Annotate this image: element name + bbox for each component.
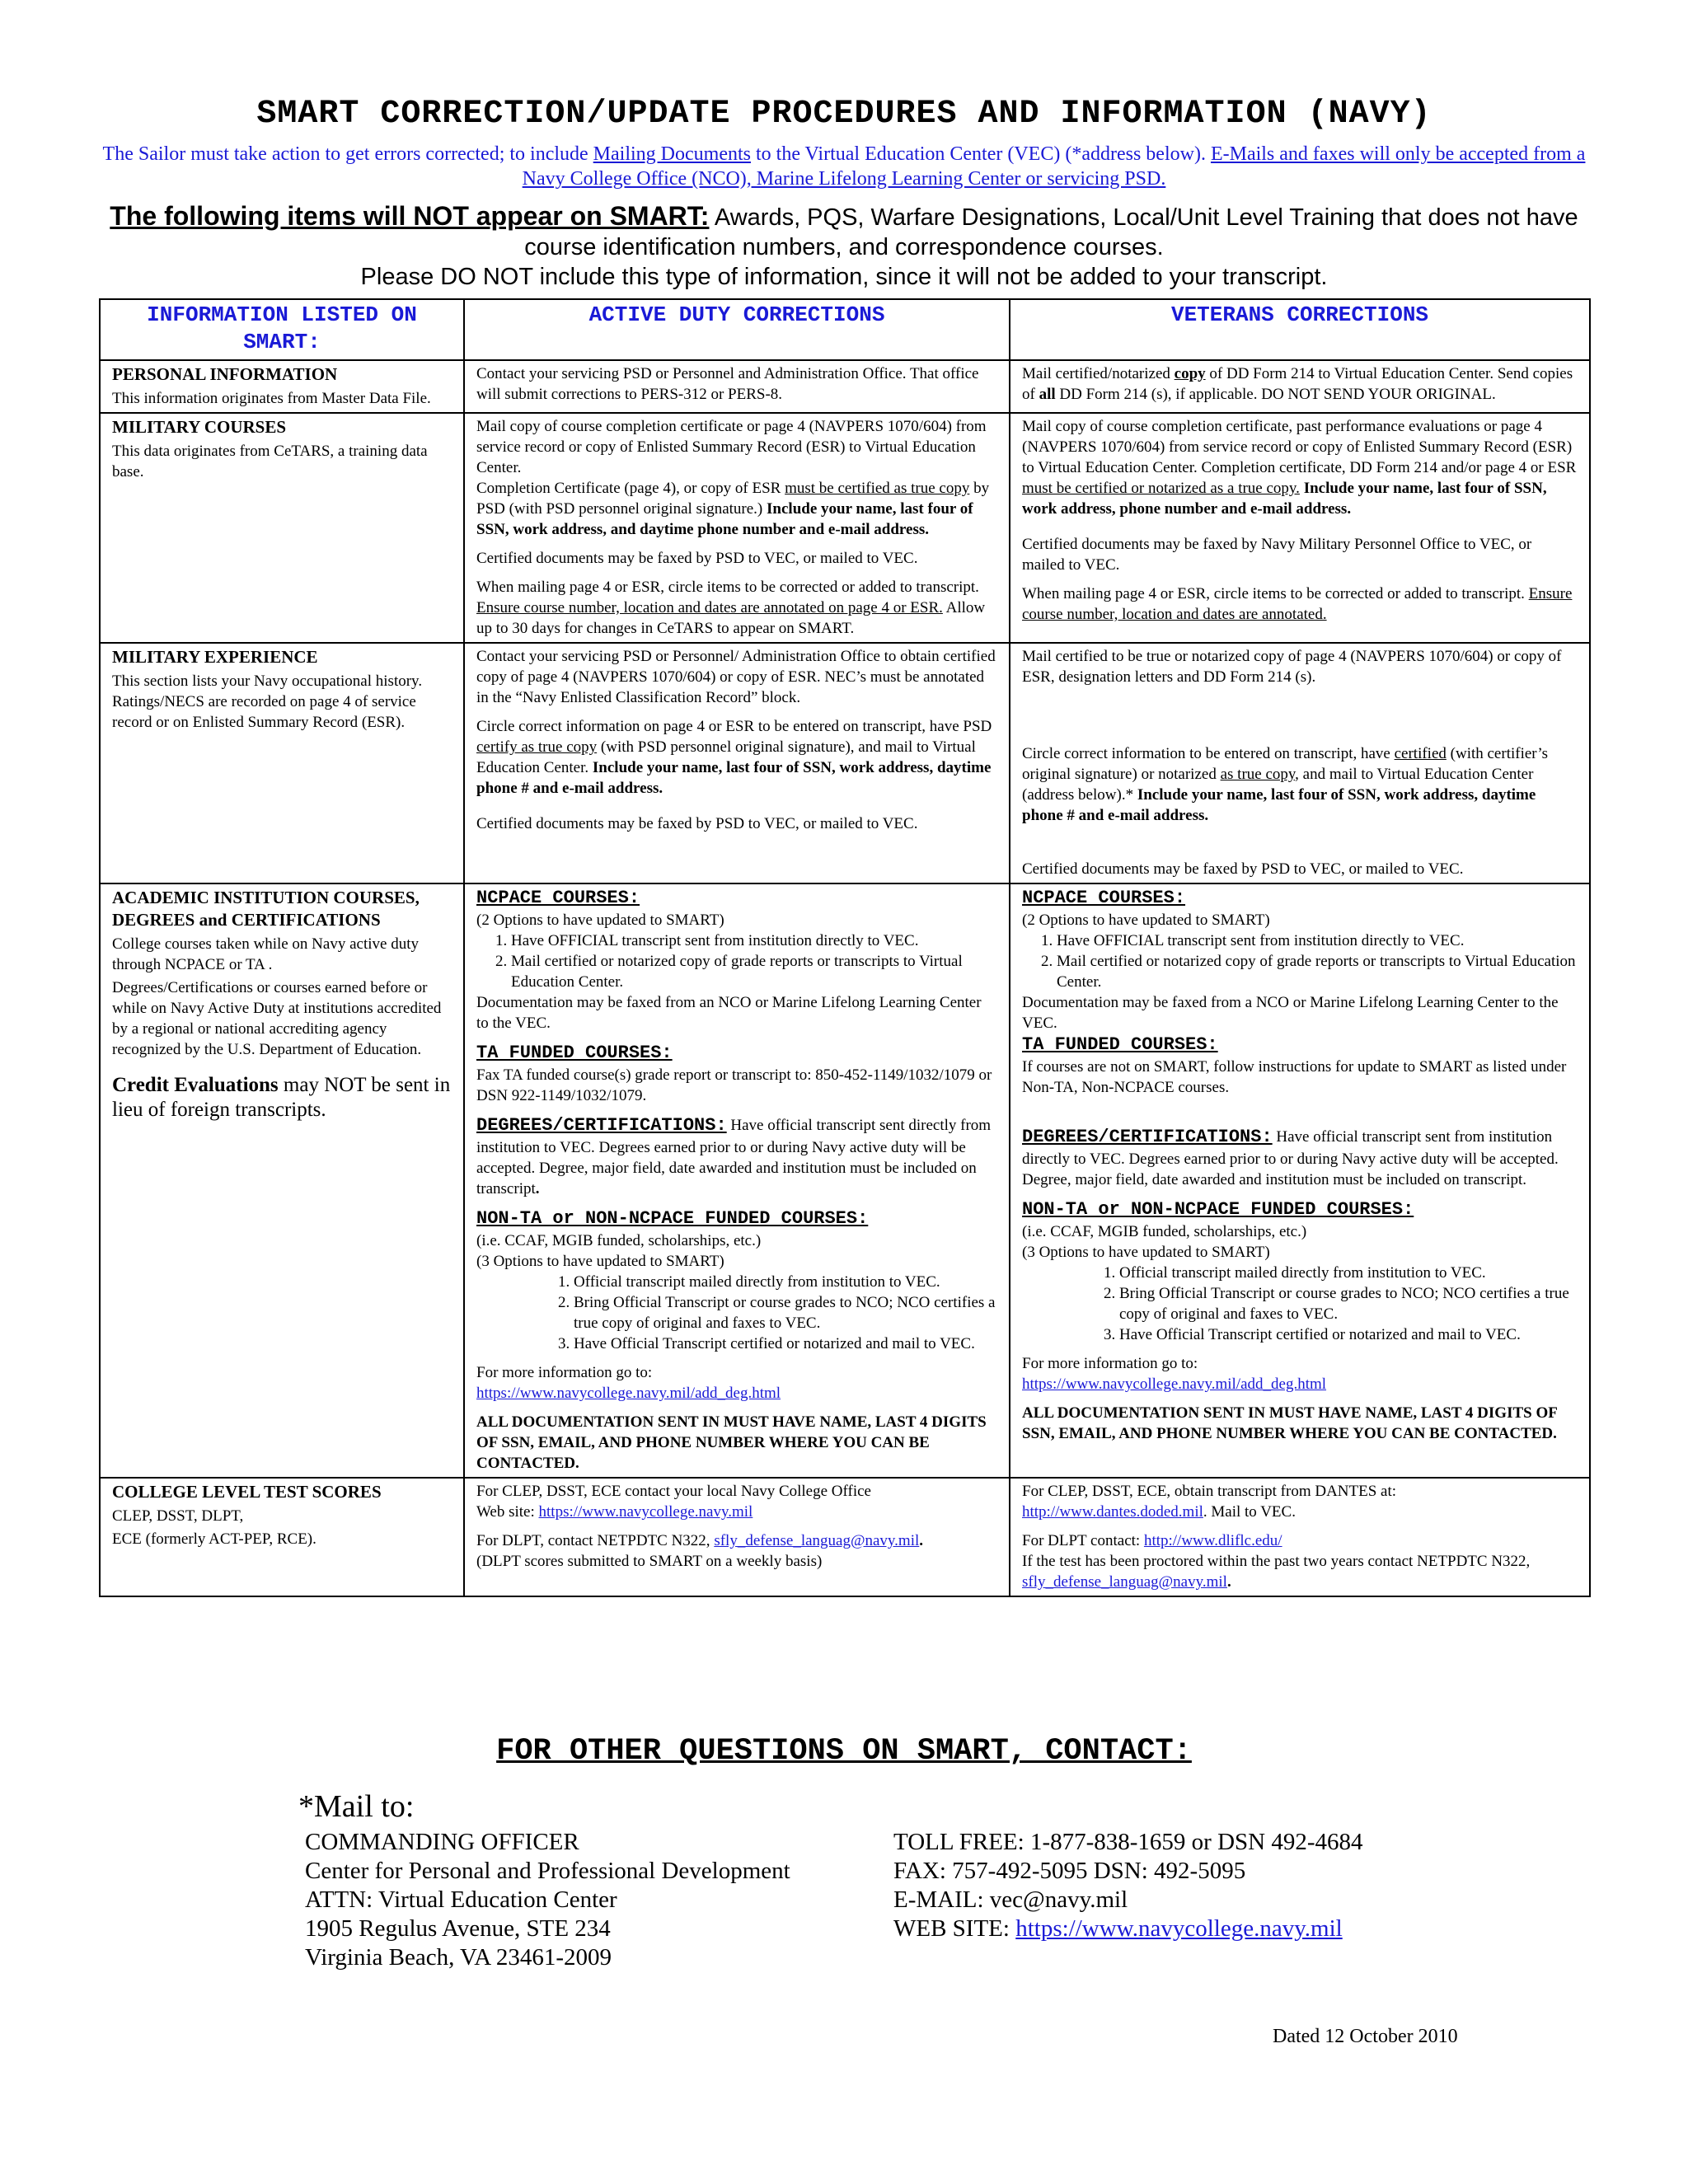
text: by PSD (with PSD personnel original signature.) xyxy=(476,480,990,518)
list-item: 1. Have OFFICIAL transcript sent from institution directly to VEC. xyxy=(511,930,997,951)
text: (i.e. CCAF, MGIB funded, scholarships, etc.) xyxy=(1022,1223,1307,1240)
ncpace-heading: NCPACE COURSES: xyxy=(1022,888,1186,908)
dlpt-email-link[interactable]: sfly_defense_languag@navy.mil xyxy=(714,1532,920,1549)
text: For more information go to: xyxy=(476,1364,653,1381)
text: Web site: xyxy=(476,1503,539,1521)
text: DD Form 214 (s), if applicable. DO NOT SEND YOUR ORIGINAL. xyxy=(1055,386,1496,403)
text: certify as true copy xyxy=(476,738,598,756)
row-description: College courses taken while on Navy active duty through NCPACE or TA . xyxy=(112,935,419,973)
list-item: 2. Mail certified or notarized copy of grade reports or transcripts to Virtual Education Center. xyxy=(511,951,997,992)
text: of DD Form 214 to Virtual Education Center. Send copies of xyxy=(1022,365,1573,403)
text: Include your name, last four of SSN, work address, daytime phone # and e-mail address. xyxy=(1022,786,1536,824)
military-courses-cell xyxy=(100,413,464,643)
text: copy xyxy=(1174,365,1206,382)
row-description: This information originates from Master Data File. xyxy=(112,390,431,407)
header-information: INFORMATION LISTED ON SMART: xyxy=(100,299,464,360)
military-experience-cell xyxy=(100,643,464,883)
ta-heading: TA FUNDED COURSES: xyxy=(1022,1034,1218,1055)
add-degree-link[interactable]: https://www.navycollege.navy.mil/add_deg.html xyxy=(476,1385,781,1402)
text: Credit Evaluations xyxy=(112,1074,279,1096)
address-line: ATTN: Virtual Education Center xyxy=(305,1886,617,1913)
paragraph xyxy=(1022,1126,1578,1190)
navy-college-link[interactable]: https://www.navycollege.navy.mil xyxy=(538,1503,753,1521)
text: (3 Options to have updated to SMART) xyxy=(1022,1244,1270,1261)
text: For more information go to: xyxy=(1022,1355,1198,1372)
paragraph xyxy=(476,1114,997,1199)
military-experience-active-cell xyxy=(464,643,1010,883)
text: Completion Certificate (page 4), or copy of ESR xyxy=(476,480,785,497)
degrees-heading: DEGREES/CERTIFICATIONS: xyxy=(476,1115,727,1136)
paragraph xyxy=(476,1530,997,1551)
row-heading: COLLEGE LEVEL TEST SCORES xyxy=(112,1482,382,1502)
row-description: CLEP, DSST, DLPT, xyxy=(112,1507,244,1525)
non-ta-heading: NON-TA or NON-NCPACE FUNDED COURSES: xyxy=(1022,1199,1414,1220)
list-item: 2. Mail certified or notarized copy of grade reports or transcripts to Virtual Education Center. xyxy=(1057,951,1578,992)
mailing-address xyxy=(305,1828,790,1972)
text: (DLPT scores submitted to SMART on a weekly basis) xyxy=(476,1553,823,1570)
text: (3 Options to have updated to SMART) xyxy=(476,1253,724,1270)
text: Circle correct information to be entered on transcript, have xyxy=(1022,745,1395,762)
intro-part1: The Sailor must take action to get errors corrected; to include xyxy=(102,143,593,165)
paragraph: Certified documents may be faxed by Navy Military Personnel Office to VEC, or mailed to VEC. xyxy=(1022,536,1532,574)
list-item: 2. Bring Official Transcript or course grades to NCO; NCO certifies a true copy of original and faxes to VEC. xyxy=(574,1292,997,1333)
row-academic xyxy=(100,883,1590,1478)
text: Mail copy of course completion certificate, past performance evaluations or page 4 (NAVPERS 1070/604) from service record or copy of Enlisted Summary Record (ESR) to Virtual Education Center. Completion certificate, DD Form 214 and/or page 4 or ESR xyxy=(1022,418,1577,476)
text: If courses are not on SMART, follow instructions for update to SMART as listed under Non-TA, Non-NCPACE courses. xyxy=(1022,1058,1567,1096)
text: Documentation may be faxed from a NCO or Marine Lifelong Learning Center to the VEC. xyxy=(1022,994,1559,1032)
text: When mailing page 4 or ESR, circle items to be corrected or added to transcript. xyxy=(476,579,979,596)
text: Include your name, last four of SSN, work address, phone number and e-mail address. xyxy=(1022,480,1547,518)
row-military-experience xyxy=(100,643,1590,883)
paragraph xyxy=(476,577,997,639)
text: Circle correct information on page 4 or ESR to be entered on transcript, have PSD xyxy=(476,718,992,735)
address-line: COMMANDING OFFICER xyxy=(305,1829,579,1855)
contact-numbers xyxy=(893,1828,1363,1943)
academic-cell xyxy=(100,883,464,1478)
toll-free: TOLL FREE: 1-877-838-1659 or DSN 492-4684 xyxy=(893,1829,1363,1855)
text: (with certifier’s original signature) or notarized xyxy=(1022,745,1548,783)
row-heading: ACADEMIC INSTITUTION COURSES, DEGREES and CERTIFICATIONS xyxy=(112,888,420,930)
documentation-notice: ALL DOCUMENTATION SENT IN MUST HAVE NAME, LAST 4 DIGITS OF SSN, EMAIL, AND PHONE NUMBER WHERE YOU CAN BE CONTACTED. xyxy=(476,1413,987,1472)
text: , and mail to Virtual Education Center (address below).* xyxy=(1022,766,1534,804)
list-item: 3. Have Official Transcript certified or notarized and mail to VEC. xyxy=(574,1333,997,1354)
table-header-row xyxy=(100,299,1590,360)
text: . Mail to VEC. xyxy=(1203,1503,1296,1521)
row-description: This data originates from CeTARS, a training data base. xyxy=(112,443,428,480)
text: Allow up to 30 days for changes in CeTARS to appear on SMART. xyxy=(476,599,986,637)
personal-veterans-cell xyxy=(1010,360,1590,413)
text: as true copy xyxy=(1220,766,1296,783)
text: Have official transcript sent directly from institution to VEC. Degrees earned prior to or during Navy active duty will be accepted. Degree, major field, date awarded and institution must be included on transcript xyxy=(476,1117,992,1197)
fax: FAX: 757-492-5095 DSN: 492-5095 xyxy=(893,1858,1246,1884)
mailing-documents-link[interactable]: Mailing Documents xyxy=(593,143,751,165)
text: must be certified or notarized as a true copy. xyxy=(1022,480,1300,497)
text: certified xyxy=(1394,745,1447,762)
corrections-table xyxy=(99,298,1591,1597)
military-courses-active-cell xyxy=(464,413,1010,643)
row-heading: MILITARY EXPERIENCE xyxy=(112,647,318,667)
text: . xyxy=(919,1532,924,1549)
ncpace-list xyxy=(1022,930,1578,992)
row-heading: MILITARY COURSES xyxy=(112,417,287,437)
text: For DLPT contact: xyxy=(1022,1532,1144,1549)
non-ta-list xyxy=(1022,1263,1578,1345)
test-scores-veterans-cell xyxy=(1010,1478,1590,1596)
paragraph: Contact your servicing PSD or Personnel/ Administration Office to obtain certified copy of page 4 (NAVPERS 1070/604) or copy of ESR. NEC’s must be annotated in the “Navy Enlisted Classification Record” block. xyxy=(476,648,996,706)
list-item: 1. Official transcript mailed directly from institution to VEC. xyxy=(574,1272,997,1292)
row-description: ECE (formerly ACT-PEP, RCE). xyxy=(112,1530,316,1548)
paragraph xyxy=(1022,1502,1578,1522)
paragraph xyxy=(1022,416,1578,519)
notice-line2: Please DO NOT include this type of information, since it will not be added to your transcript. xyxy=(360,264,1328,290)
row-heading: PERSONAL INFORMATION xyxy=(112,364,338,384)
test-scores-active-cell xyxy=(464,1478,1010,1596)
military-experience-veterans-cell xyxy=(1010,643,1590,883)
mail-to-label: *Mail to: xyxy=(298,1789,415,1824)
not-on-smart-notice xyxy=(91,201,1597,292)
text: Include your name, last four of SSN, work address, daytime phone # and e-mail address. xyxy=(476,759,992,797)
email: E-MAIL: vec@navy.mil xyxy=(893,1886,1128,1913)
list-item: 1. Have OFFICIAL transcript sent from institution directly to VEC. xyxy=(1057,930,1578,951)
credit-evaluations-note xyxy=(112,1073,452,1122)
contact-heading: FOR OTHER QUESTIONS ON SMART, CONTACT: xyxy=(496,1734,1192,1769)
paragraph: Certified documents may be faxed by PSD to VEC, or mailed to VEC. xyxy=(1022,860,1464,878)
paragraph xyxy=(1022,743,1578,826)
notice-rest: Awards, PQS, Warfare Designations, Local/Unit Level Training that does not have course identification numbers, and correspondence courses. xyxy=(524,204,1578,260)
text: Ensure course number, location and dates are annotated on page 4 or ESR. xyxy=(476,599,943,616)
military-courses-veterans-cell xyxy=(1010,413,1590,643)
row-personal-information xyxy=(100,360,1590,413)
paragraph xyxy=(476,478,997,540)
address-line: Virginia Beach, VA 23461-2009 xyxy=(305,1944,612,1971)
test-scores-cell xyxy=(100,1478,464,1596)
address-line: Center for Personal and Professional Development xyxy=(305,1858,790,1884)
text: For CLEP, DSST, ECE, obtain transcript from DANTES at: xyxy=(1022,1483,1397,1500)
page-title: SMART CORRECTION/UPDATE PROCEDURES AND INFORMATION (NAVY) xyxy=(256,96,1432,133)
text: may NOT be sent in lieu of foreign transcripts. xyxy=(112,1074,451,1121)
list-item: 3. Have Official Transcript certified or notarized and mail to VEC. xyxy=(1119,1324,1578,1345)
text: Ensure course number, location and dates are annotated. xyxy=(1022,585,1573,623)
dliflc-link[interactable]: http://www.dliflc.edu/ xyxy=(1143,1532,1282,1549)
dantes-link[interactable]: http://www.dantes.doded.mil xyxy=(1022,1503,1203,1521)
text: WEB SITE: xyxy=(893,1915,1016,1942)
non-ta-heading: NON-TA or NON-NCPACE FUNDED COURSES: xyxy=(476,1208,869,1229)
text: (i.e. CCAF, MGIB funded, scholarships, etc.) xyxy=(476,1232,762,1249)
paragraph xyxy=(1022,583,1578,625)
dlpt-email-link[interactable]: sfly_defense_languag@navy.mil xyxy=(1022,1573,1227,1591)
degrees-heading: DEGREES/CERTIFICATIONS: xyxy=(1022,1127,1273,1147)
academic-veterans-cell xyxy=(1010,883,1590,1478)
website xyxy=(893,1915,1363,1943)
list-item: 1. Official transcript mailed directly from institution to VEC. xyxy=(1119,1263,1578,1283)
row-military-courses xyxy=(100,413,1590,643)
text: (with PSD personnel original signature), and mail to Virtual Education Center. xyxy=(476,738,976,776)
ta-heading: TA FUNDED COURSES: xyxy=(476,1043,673,1063)
text: (2 Options to have updated to SMART) xyxy=(476,912,724,929)
row-test-scores xyxy=(100,1478,1590,1596)
text: Include your name, last four of SSN, work address, and daytime phone number and e-mail address. xyxy=(476,500,973,538)
text: If the test has been proctored within the past two years contact NETPDTC N322, xyxy=(1022,1553,1531,1570)
paragraph: Certified documents may be faxed by PSD to VEC, or mailed to VEC. xyxy=(476,815,918,832)
ncpace-heading: NCPACE COURSES: xyxy=(476,888,640,908)
text: For DLPT, contact NETPDTC N322, xyxy=(476,1532,715,1549)
text: Mail certified/notarized xyxy=(1022,365,1175,382)
website-link[interactable]: https://www.navycollege.navy.mil xyxy=(1015,1915,1343,1942)
text: Have official transcript sent from institution directly to VEC. Degrees earned prior to or during Navy active duty will be accepted. Degree, major field, date awarded and institution must be included on transcript. xyxy=(1022,1128,1559,1188)
personal-active-text: Contact your servicing PSD or Personnel and Administration Office. That office will submit corrections to PERS-312 or PERS-8. xyxy=(476,365,979,403)
paragraph: Mail certified to be true or notarized copy of page 4 (NAVPERS 1070/604) or copy of ESR, designation letters and DD Form 214 (s). xyxy=(1022,648,1562,686)
notice-lead: The following items will NOT appear on SMART: xyxy=(110,201,710,231)
intro-text xyxy=(91,142,1597,191)
paragraph xyxy=(476,716,997,799)
text: . xyxy=(535,1180,540,1197)
date-stamp: Dated 12 October 2010 xyxy=(1273,2026,1458,2047)
text: Fax TA funded course(s) grade report or transcript to: 850-452-1149/1032/1079 or DSN 922-1149/1032/1079. xyxy=(476,1066,992,1104)
non-ta-list xyxy=(476,1272,997,1354)
email-fax-notice-link[interactable]: E-Mails and faxes will only be accepted from a Navy College Office (NCO), Marine Lifelong Learning Center or servicing PSD. xyxy=(522,143,1586,190)
text: all xyxy=(1039,386,1056,403)
header-veterans: VETERANS CORRECTIONS xyxy=(1010,299,1590,360)
academic-active-cell xyxy=(464,883,1010,1478)
paragraph xyxy=(476,1502,997,1522)
paragraph xyxy=(1022,1551,1578,1592)
text: (2 Options to have updated to SMART) xyxy=(1022,912,1270,929)
paragraph: Mail copy of course completion certificate or page 4 (NAVPERS 1070/604) from service record or copy of Enlisted Summary Record (ESR) to Virtual Education Center. xyxy=(476,418,987,476)
ncpace-list xyxy=(476,930,997,992)
text: Documentation may be faxed from an NCO or Marine Lifelong Learning Center to the VEC. xyxy=(476,994,982,1032)
personal-active-cell xyxy=(464,360,1010,413)
add-degree-link[interactable]: https://www.navycollege.navy.mil/add_deg.html xyxy=(1022,1376,1327,1393)
intro-part2: to the Virtual Education Center (VEC) (*address below). xyxy=(750,143,1211,165)
row-description: Degrees/Certifications or courses earned before or while on Navy Active Duty at institutions accredited by a regional or national accrediting agency recognized by the U.S. Department of Education. xyxy=(112,979,442,1058)
text: . xyxy=(1226,1573,1231,1591)
text: must be certified as true copy xyxy=(785,480,970,497)
row-description: This section lists your Navy occupational history. Ratings/NECS are recorded on page 4 of service record or on Enlisted Summary Record (ESR). xyxy=(112,673,423,731)
documentation-notice: ALL DOCUMENTATION SENT IN MUST HAVE NAME, LAST 4 DIGITS OF SSN, EMAIL, AND PHONE NUMBER WHERE YOU CAN BE CONTACTED. xyxy=(1022,1404,1558,1442)
paragraph xyxy=(1022,1530,1578,1551)
text: When mailing page 4 or ESR, circle items to be corrected or added to transcript. xyxy=(1022,585,1529,602)
list-item: 2. Bring Official Transcript or course grades to NCO; NCO certifies a true copy of original and faxes to VEC. xyxy=(1119,1283,1578,1324)
paragraph: Certified documents may be faxed by PSD to VEC, or mailed to VEC. xyxy=(476,550,918,567)
header-active-duty: ACTIVE DUTY CORRECTIONS xyxy=(464,299,1010,360)
text: For CLEP, DSST, ECE contact your local Navy College Office xyxy=(476,1483,871,1500)
address-line: 1905 Regulus Avenue, STE 234 xyxy=(305,1915,611,1942)
personal-info-cell xyxy=(100,360,464,413)
